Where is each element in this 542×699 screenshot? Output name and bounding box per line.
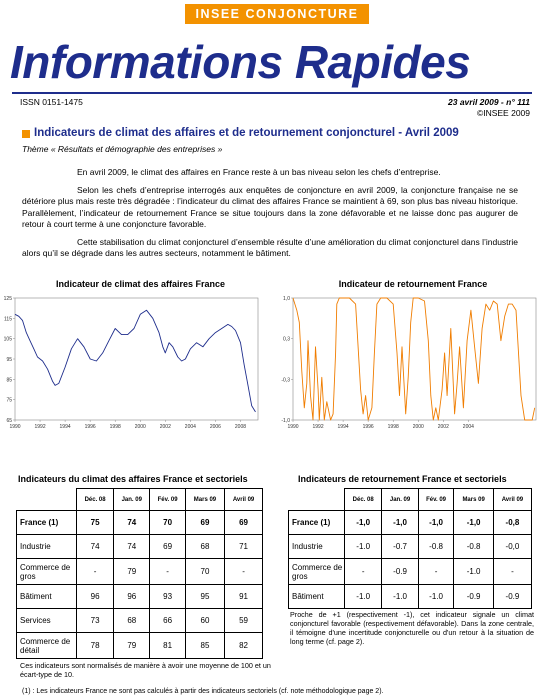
column-header: Mars 09 — [185, 489, 224, 511]
x-tick-label: 2004 — [184, 424, 196, 430]
x-tick-label: 1990 — [9, 424, 21, 430]
table-corner — [17, 489, 77, 511]
row-label: Industrie — [289, 535, 345, 559]
table-climat — [16, 488, 263, 659]
paragraph-2: Selon les chefs d’entreprise interrogés aux enquêtes de conjoncture en avril 2009, la conjoncture française ne se détériore plus mais reste très dégradée : l’indicateur du climat des affaires France se maintient à 69, son plus bas niveau historique. Parallèlement, l’indicateur de retournement France se situe toujours dans la zone défavorable et ne laisse donc pas augurer de retour à court terme à une conjoncture favorable. — [22, 185, 518, 229]
table-cell: 71 — [225, 535, 263, 559]
table-cell: -0,8 — [493, 511, 531, 535]
table-cell: - — [493, 559, 531, 585]
x-tick-label: 2002 — [159, 424, 171, 430]
table-cell: 73 — [77, 609, 114, 633]
copyright: ©INSEE 2009 — [476, 108, 530, 118]
table-row — [17, 559, 263, 585]
column-header: Déc. 08 — [345, 489, 382, 511]
x-tick-label: 2000 — [134, 424, 146, 430]
table-row — [17, 535, 263, 559]
table-cell: 79 — [114, 633, 150, 659]
table-cell: -1,0 — [382, 511, 418, 535]
x-tick-label: 1990 — [287, 424, 299, 430]
table-row — [17, 511, 263, 535]
x-tick-label: 1994 — [337, 424, 349, 430]
column-header: Fév. 09 — [150, 489, 185, 511]
table-cell: - — [345, 559, 382, 585]
table-cell: 82 — [225, 633, 263, 659]
table-cell: -0.7 — [382, 535, 418, 559]
table-row — [289, 535, 532, 559]
table-retournement — [288, 488, 532, 609]
table-cell: -1,0 — [418, 511, 454, 535]
chart-climat — [0, 292, 264, 432]
table-cell: -1.0 — [345, 585, 382, 609]
masthead-rule — [12, 92, 532, 94]
y-tick-label: 125 — [3, 296, 12, 302]
table-cell: 79 — [114, 559, 150, 585]
table-cell: -1.0 — [345, 535, 382, 559]
chart-retournement-title: Indicateur de retournement France — [338, 279, 488, 289]
table-cell: 96 — [114, 585, 150, 609]
row-label: Bâtiment — [289, 585, 345, 609]
table-cell: 74 — [77, 535, 114, 559]
column-header: Avril 09 — [225, 489, 263, 511]
table-cell: - — [418, 559, 454, 585]
x-tick-label: 2002 — [437, 424, 449, 430]
y-tick-label: 115 — [4, 316, 12, 323]
table-row — [289, 585, 532, 609]
x-tick-label: 1992 — [34, 424, 46, 430]
brand-banner: INSEE CONJONCTURE — [185, 4, 369, 24]
x-tick-label: 1998 — [387, 424, 399, 430]
x-tick-label: 2006 — [209, 424, 221, 430]
paragraph-1: En avril 2009, le climat des affaires en France reste à un bas niveau selon les chefs d’entreprise. — [77, 167, 441, 177]
table-cell: - — [150, 559, 185, 585]
table-cell: 93 — [150, 585, 185, 609]
y-tick-label: 105 — [3, 336, 12, 343]
table-cell: -0.8 — [418, 535, 454, 559]
y-tick-label: 0,3 — [283, 336, 290, 343]
table-cell: -0,0 — [493, 535, 531, 559]
table-cell: -0.9 — [493, 585, 531, 609]
table-header-row — [289, 489, 532, 511]
table-cell: 85 — [185, 633, 224, 659]
table-cell: 69 — [225, 511, 263, 535]
table-cell: 60 — [185, 609, 224, 633]
row-label: Commerce de gros — [289, 559, 345, 585]
table-cell: 78 — [77, 633, 114, 659]
table-cell: -1,0 — [454, 511, 493, 535]
table-corner — [289, 489, 345, 511]
table-cell: 95 — [185, 585, 224, 609]
x-tick-label: 2004 — [462, 424, 474, 430]
y-tick-label: 1,0 — [283, 296, 290, 302]
y-tick-label: -0,3 — [281, 377, 290, 384]
paragraph-3: Cette stabilisation du climat conjoncturel d’ensemble résulte d’une amélioration du climat conjoncturel dans l’industrie alors qu’il se dégrade dans les autres secteurs, notamment le bâtiment. — [22, 237, 518, 259]
table-cell: 74 — [114, 535, 150, 559]
plot-frame — [15, 298, 258, 420]
table-cell: 69 — [185, 511, 224, 535]
table-cell: -1.0 — [382, 585, 418, 609]
column-header: Jan. 09 — [114, 489, 150, 511]
table-cell: 59 — [225, 609, 263, 633]
table-cell: -0.9 — [382, 559, 418, 585]
column-header: Jan. 09 — [382, 489, 418, 511]
y-tick-label: -1,0 — [281, 418, 290, 424]
series-line — [15, 310, 256, 412]
table-header-row — [17, 489, 263, 511]
chart-retournement — [278, 292, 542, 432]
row-label: France (1) — [17, 511, 77, 535]
table-cell: 70 — [185, 559, 224, 585]
series-line — [293, 298, 535, 420]
table-cell: - — [77, 559, 114, 585]
table-cell: 66 — [150, 609, 185, 633]
x-tick-label: 1992 — [312, 424, 324, 430]
y-tick-label: 65 — [6, 418, 12, 424]
table-cell: - — [225, 559, 263, 585]
footnote: (1) : Les indicateurs France ne sont pas calculés à partir des indicateurs sectoriels (cf. note méthodologique page 2). — [22, 688, 384, 695]
table-cell: 91 — [225, 585, 263, 609]
table-climat-title: Indicateurs du climat des affaires France et sectoriels — [18, 474, 248, 484]
column-header: Déc. 08 — [77, 489, 114, 511]
row-label: Commerce de gros — [17, 559, 77, 585]
chart-climat-title: Indicateur de climat des affaires France — [55, 279, 226, 289]
masthead-title: Informations Rapides — [10, 36, 471, 88]
issue-date: 23 avril 2009 - n° 111 — [448, 97, 530, 107]
y-tick-label: 75 — [6, 397, 12, 404]
theme-line: Thème « Résultats et démographie des entreprises » — [22, 144, 223, 154]
table-cell: 81 — [150, 633, 185, 659]
x-tick-label: 1996 — [84, 424, 96, 430]
x-tick-label: 2008 — [234, 424, 247, 430]
table-cell: -0.9 — [454, 585, 493, 609]
x-tick-label: 2000 — [412, 424, 424, 430]
table-retournement-title: Indicateurs de retournement France et sectoriels — [298, 474, 507, 484]
table-row — [289, 559, 532, 585]
table-cell: -1,0 — [345, 511, 382, 535]
table-cell: -1.0 — [454, 559, 493, 585]
table-cell: -0.8 — [454, 535, 493, 559]
row-label: Industrie — [17, 535, 77, 559]
table-cell: 74 — [114, 511, 150, 535]
column-header: Mars 09 — [454, 489, 493, 511]
table-cell: 75 — [77, 511, 114, 535]
x-tick-label: 1994 — [59, 424, 71, 430]
headline: Indicateurs de climat des affaires et de retournement conjoncturel - Avril 2009 — [34, 127, 459, 139]
table-row — [17, 609, 263, 633]
column-header: Fév. 09 — [418, 489, 454, 511]
issn: ISSN 0151-1475 — [20, 97, 83, 107]
row-label: Services — [17, 609, 77, 633]
table-cell: -1.0 — [418, 585, 454, 609]
table-retournement-note: Proche de +1 (respectivement -1), cet indicateur signale un climat conjoncturel favorable (respectivement défavorable). Dans la zone centrale, il témoigne d'une incertitude conjoncturelle ou d'un retour à la situation de long terme (cf. page 2). — [290, 610, 534, 646]
table-cell: 96 — [77, 585, 114, 609]
table-climat-note: Ces indicateurs sont normalisés de manière à avoir une moyenne de 100 et un écart-type de 10. — [20, 661, 271, 679]
x-tick-label: 1996 — [362, 424, 374, 430]
table-cell: 68 — [114, 609, 150, 633]
table-row — [289, 511, 532, 535]
table-cell: 70 — [150, 511, 185, 535]
row-label: Bâtiment — [17, 585, 77, 609]
table-cell: 68 — [185, 535, 224, 559]
y-tick-label: 95 — [6, 357, 12, 363]
x-tick-label: 1998 — [109, 424, 121, 430]
row-label: France (1) — [289, 511, 345, 535]
headline-bullet-icon — [22, 130, 30, 138]
column-header: Avril 09 — [493, 489, 531, 511]
table-row — [17, 633, 263, 659]
table-cell: 69 — [150, 535, 185, 559]
table-row — [17, 585, 263, 609]
plot-frame — [293, 298, 536, 420]
y-tick-label: 85 — [6, 377, 12, 384]
row-label: Commerce de détail — [17, 633, 77, 659]
